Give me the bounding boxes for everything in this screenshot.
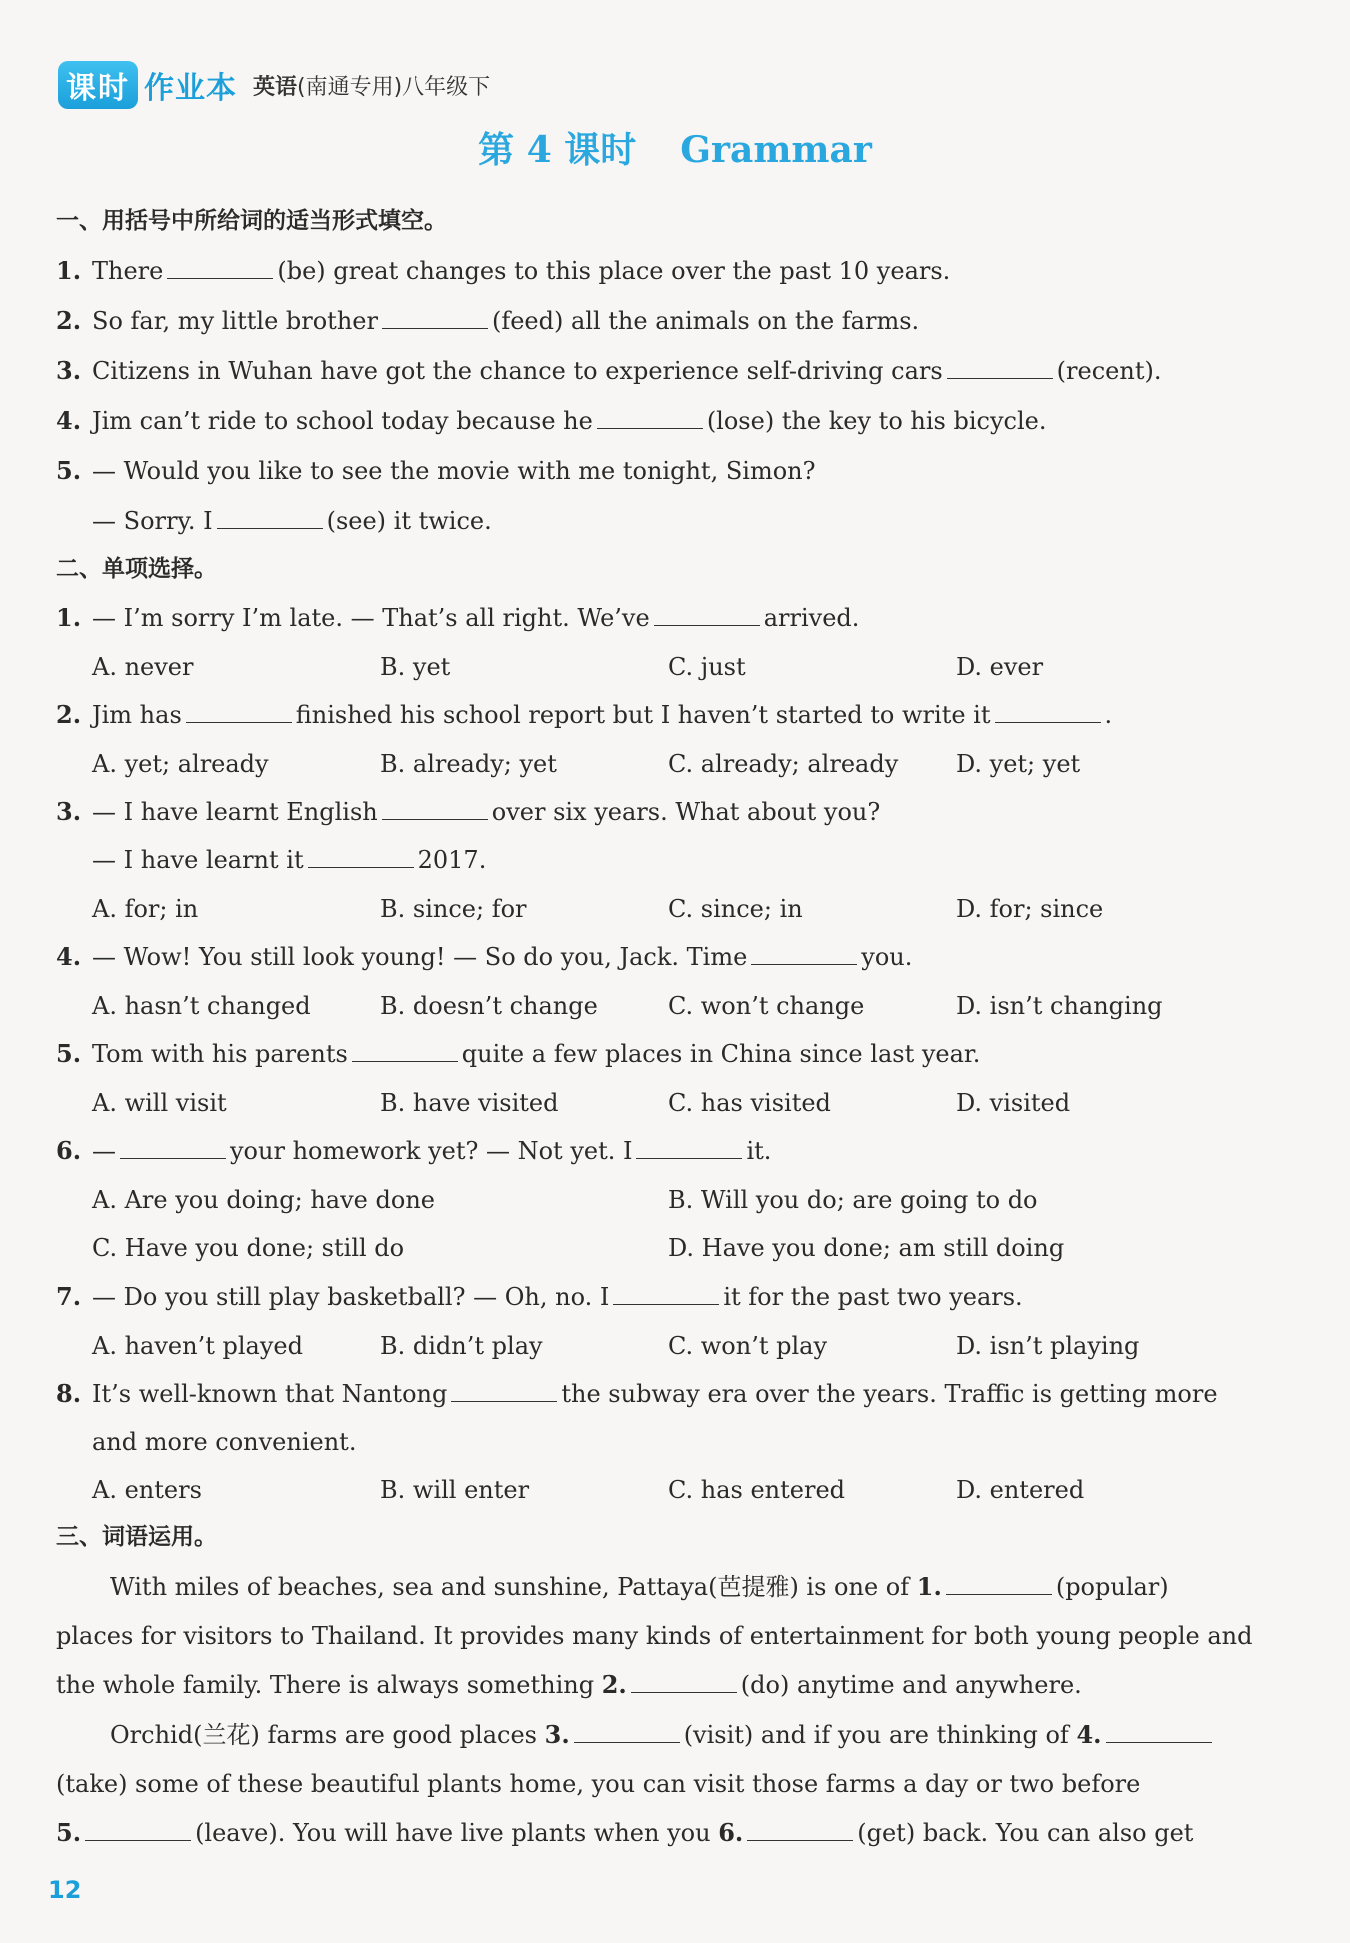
option-c[interactable]: C. already; already xyxy=(668,750,899,778)
lesson-title xyxy=(0,122,1350,173)
passage-line: places for visitors to Thailand. It provides many kinds of entertainment for both young people and xyxy=(56,1622,1253,1650)
page-number: 12 xyxy=(48,1876,82,1904)
answer-blank[interactable] xyxy=(597,406,703,429)
option-b[interactable]: B. already; yet xyxy=(380,750,557,778)
option-b[interactable]: B. didn’t play xyxy=(380,1332,543,1360)
option-d[interactable]: D. isn’t changing xyxy=(956,992,1163,1020)
lesson-name: Grammar xyxy=(680,129,872,171)
option-a[interactable]: A. for; in xyxy=(92,895,199,923)
option-c[interactable]: C. has visited xyxy=(668,1089,831,1117)
passage-line: (take) some of these beautiful plants home, you can visit those farms a day or two before xyxy=(56,1770,1141,1798)
section-heading: 三、词语运用。 xyxy=(56,1524,217,1550)
answer-blank[interactable] xyxy=(167,256,273,279)
option-b[interactable]: B. Will you do; are going to do xyxy=(668,1186,1038,1214)
option-b[interactable]: B. yet xyxy=(380,653,451,681)
option-a[interactable]: A. haven’t played xyxy=(92,1332,303,1360)
answer-blank[interactable] xyxy=(636,1136,742,1159)
question: 5. Tom with his parents quite a few places in China since last year. xyxy=(56,1039,981,1068)
exercise-item: 1. There (be) great changes to this place over the past 10 years. xyxy=(56,256,951,285)
answer-blank[interactable] xyxy=(654,603,760,626)
question: 7. — Do you still play basketball? — Oh, no. I it for the past two years. xyxy=(56,1282,1023,1311)
question: 4. — Wow! You still look young! — So do you, Jack. Time you. xyxy=(56,942,913,971)
option-c[interactable]: C. since; in xyxy=(668,895,803,923)
answer-blank[interactable] xyxy=(382,306,488,329)
option-d[interactable]: D. entered xyxy=(956,1476,1085,1504)
page-header xyxy=(58,62,490,108)
option-c[interactable]: C. just xyxy=(668,653,746,681)
passage-line: the whole family. There is always something 2. (do) anytime and anywhere. xyxy=(56,1670,1082,1699)
section-heading: 一、用括号中所给词的适当形式填空。 xyxy=(56,208,447,234)
option-d[interactable]: D. for; since xyxy=(956,895,1104,923)
exercise-item: 3. Citizens in Wuhan have got the chance to experience self-driving cars (recent). xyxy=(56,356,1162,385)
option-b[interactable]: B. have visited xyxy=(380,1089,559,1117)
answer-blank[interactable] xyxy=(352,1039,458,1062)
logo: 课时 xyxy=(58,61,138,109)
answer-blank[interactable] xyxy=(1106,1720,1212,1743)
answer-blank[interactable] xyxy=(631,1670,737,1693)
section-heading: 二、单项选择。 xyxy=(56,556,217,582)
option-c[interactable]: C. Have you done; still do xyxy=(92,1234,405,1262)
option-a[interactable]: A. yet; already xyxy=(92,750,269,778)
option-a[interactable]: A. hasn’t changed xyxy=(92,992,311,1020)
option-d[interactable]: D. Have you done; am still doing xyxy=(668,1234,1065,1262)
option-d[interactable]: D. yet; yet xyxy=(956,750,1081,778)
option-d[interactable]: D. visited xyxy=(956,1089,1071,1117)
answer-blank[interactable] xyxy=(574,1720,680,1743)
option-a[interactable]: A. enters xyxy=(92,1476,202,1504)
option-c[interactable]: C. won’t change xyxy=(668,992,865,1020)
passage-line: 5. (leave). You will have live plants when you 6. (get) back. You can also get xyxy=(56,1818,1194,1847)
option-a[interactable]: A. will visit xyxy=(92,1089,227,1117)
answer-blank[interactable] xyxy=(747,1818,853,1841)
question-continued: — I have learnt it 2017. xyxy=(92,846,487,874)
answer-blank[interactable] xyxy=(217,506,323,529)
passage-line: Orchid(兰花) farms are good places 3. (visit) and if you are thinking of 4. xyxy=(110,1719,1216,1751)
answer-blank[interactable] xyxy=(947,356,1053,379)
lesson-number: 第 4 课时 xyxy=(478,129,637,171)
answer-blank[interactable] xyxy=(751,942,857,965)
question: 3. — I have learnt English over six years. What about you? xyxy=(56,797,881,826)
option-a[interactable]: A. never xyxy=(92,653,194,681)
answer-blank[interactable] xyxy=(85,1818,191,1841)
option-c[interactable]: C. has entered xyxy=(668,1476,846,1504)
option-b[interactable]: B. doesn’t change xyxy=(380,992,598,1020)
answer-blank[interactable] xyxy=(308,845,414,868)
option-d[interactable]: D. isn’t playing xyxy=(956,1332,1140,1360)
option-c[interactable]: C. won’t play xyxy=(668,1332,828,1360)
exercise-item: 4. Jim can’t ride to school today because he (lose) the key to his bicycle. xyxy=(56,406,1047,435)
answer-blank[interactable] xyxy=(186,700,292,723)
answer-blank[interactable] xyxy=(946,1572,1052,1595)
answer-blank[interactable] xyxy=(451,1379,557,1402)
exercise-item: 2. So far, my little brother (feed) all the animals on the farms. xyxy=(56,306,920,335)
answer-blank[interactable] xyxy=(120,1136,226,1159)
option-b[interactable]: B. will enter xyxy=(380,1476,530,1504)
question: 8. It’s well-known that Nantong the subway era over the years. Traffic is getting more xyxy=(56,1379,1218,1408)
answer-blank[interactable] xyxy=(382,797,488,820)
option-a[interactable]: A. Are you doing; have done xyxy=(92,1186,435,1214)
question: 1. — I’m sorry I’m late. — That’s all right. We’ve arrived. xyxy=(56,603,860,632)
answer-blank[interactable] xyxy=(613,1282,719,1305)
exercise-item: 5. — Would you like to see the movie with me tonight, Simon? xyxy=(56,456,816,485)
subject-label: 英语(南通专用)八年级下 xyxy=(253,74,491,100)
brand-name: 作业本 xyxy=(144,71,237,106)
answer-blank[interactable] xyxy=(995,700,1101,723)
option-d[interactable]: D. ever xyxy=(956,653,1044,681)
passage-line: With miles of beaches, sea and sunshine, Pattaya(芭提雅) is one of 1. (popular) xyxy=(110,1572,1169,1601)
question: 2. Jim has finished his school report but I haven’t started to write it . xyxy=(56,700,1113,729)
option-b[interactable]: B. since; for xyxy=(380,895,527,923)
question-continued: and more convenient. xyxy=(92,1428,357,1456)
exercise-item-continued: — Sorry. I (see) it twice. xyxy=(92,507,492,535)
question: 6. — your homework yet? — Not yet. I it. xyxy=(56,1136,772,1165)
